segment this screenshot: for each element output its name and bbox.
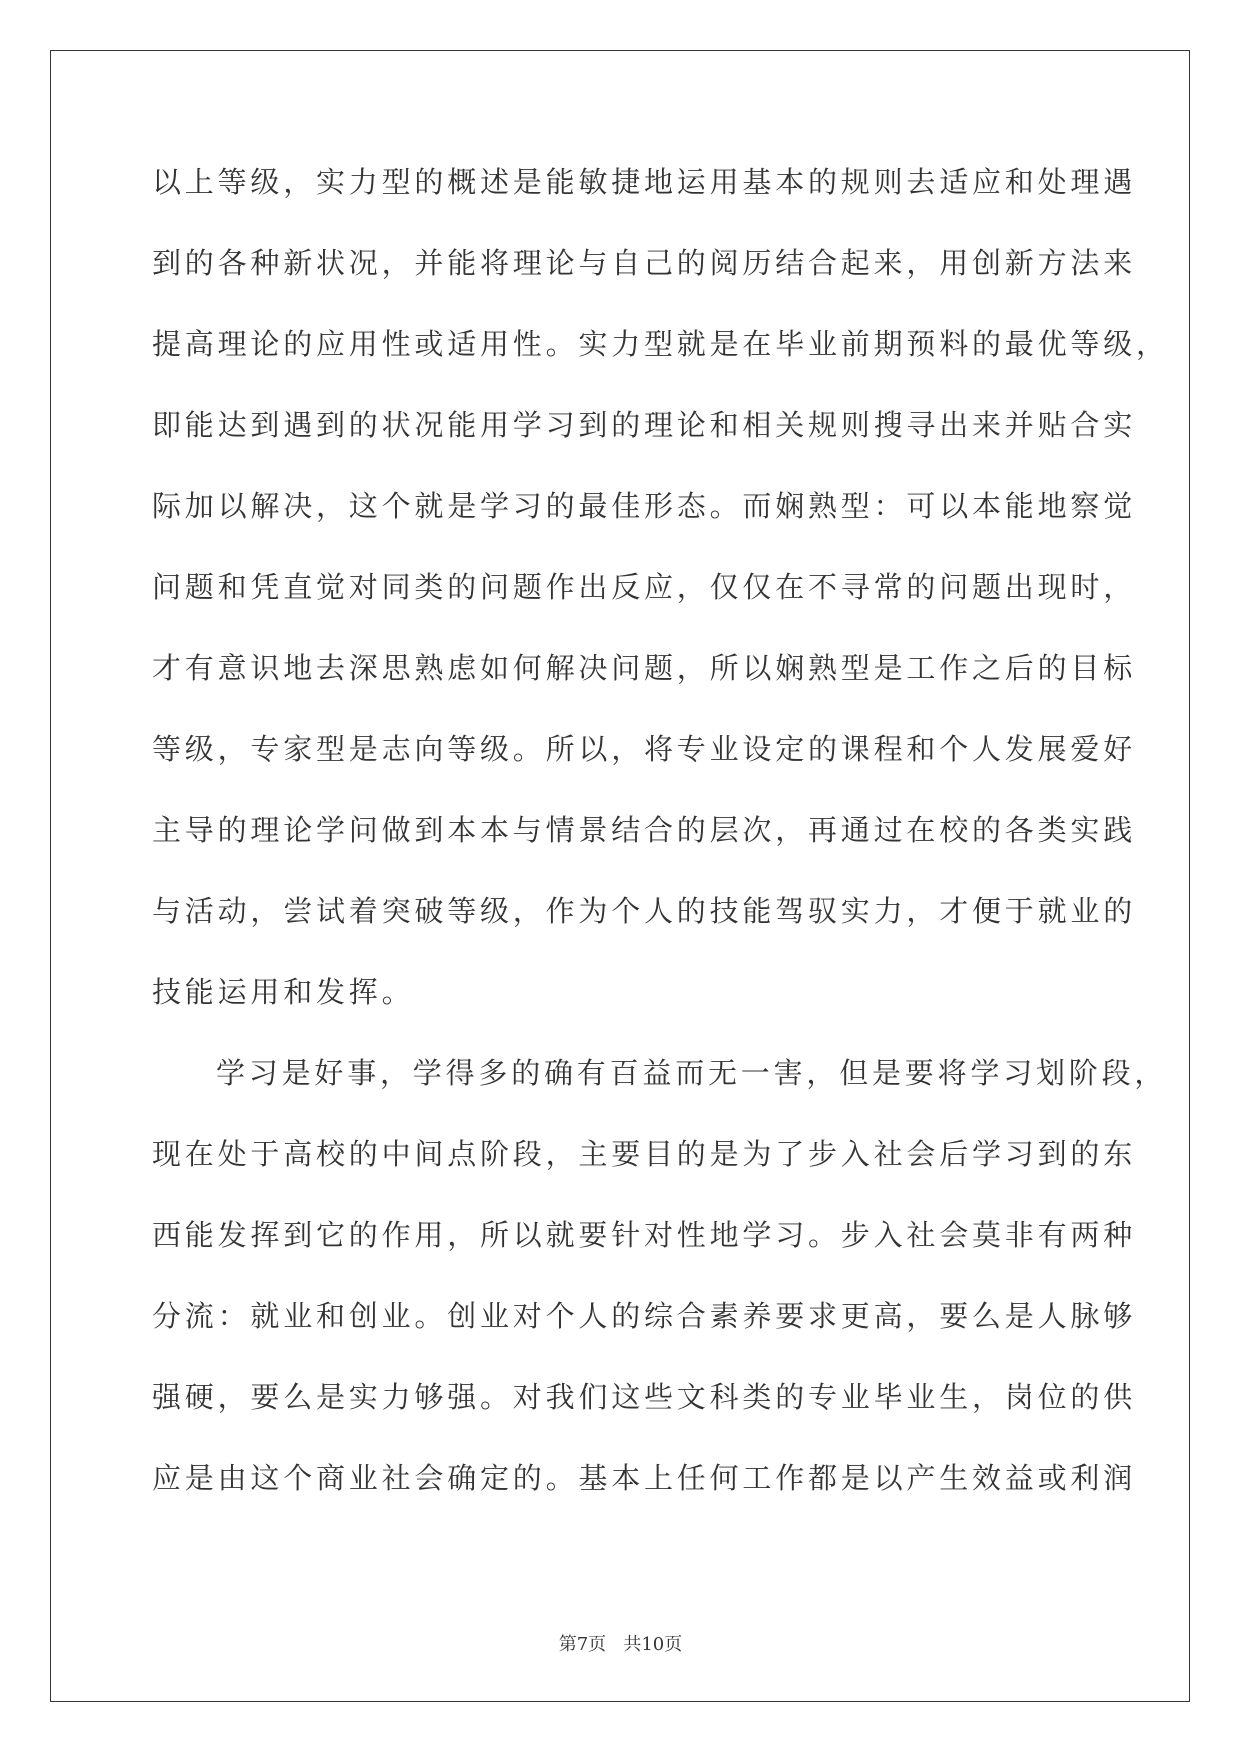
text-line: 问题和凭直觉对同类的问题作出反应，仅仅在不寻常的问题出现时， bbox=[152, 570, 1137, 604]
text-line: 际加以解决，这个就是学习的最佳形态。而娴熟型：可以本能地察觉 bbox=[152, 489, 1137, 523]
text-line: 应是由这个商业社会确定的。基本上任何工作都是以产生效益或利润 bbox=[152, 1461, 1137, 1495]
page-footer bbox=[0, 1630, 1241, 1656]
text-line: 强硬，要么是实力够强。对我们这些文科类的专业毕业生，岗位的供 bbox=[152, 1380, 1137, 1414]
text-line: 等级，专家型是志向等级。所以，将专业设定的课程和个人发展爱好 bbox=[152, 732, 1137, 766]
page-total: 共10页 bbox=[623, 1634, 683, 1655]
text-line: 技能运用和发挥。 bbox=[152, 975, 415, 1009]
page-number: 第7页 bbox=[558, 1634, 607, 1655]
document-body bbox=[152, 162, 1169, 1539]
text-line: 现在处于高校的中间点阶段，主要目的是为了步入社会后学习到的东 bbox=[152, 1137, 1137, 1171]
text-line: 与活动，尝试着突破等级，作为个人的技能驾驭实力，才便于就业的 bbox=[152, 894, 1137, 928]
paragraph-start-line: 学习是好事，学得多的确有百益而无一害，但是要将学习划阶段， bbox=[216, 1056, 1168, 1090]
text-line: 西能发挥到它的作用，所以就要针对性地学习。步入社会莫非有两种 bbox=[152, 1218, 1137, 1252]
text-line: 提高理论的应用性或适用性。实力型就是在毕业前期预料的最优等级， bbox=[152, 327, 1169, 361]
text-line: 以上等级，实力型的概述是能敏捷地运用基本的规则去适应和处理遇 bbox=[152, 165, 1137, 199]
text-line: 即能达到遇到的状况能用学习到的理论和相关规则搜寻出来并贴合实 bbox=[152, 408, 1137, 442]
text-line: 主导的理论学问做到本本与情景结合的层次，再通过在校的各类实践 bbox=[152, 813, 1137, 847]
text-line: 才有意识地去深思熟虑如何解决问题，所以娴熟型是工作之后的目标 bbox=[152, 651, 1137, 685]
text-line: 到的各种新状况，并能将理论与自己的阅历结合起来，用创新方法来 bbox=[152, 246, 1137, 280]
text-line: 分流：就业和创业。创业对个人的综合素养要求更高，要么是人脉够 bbox=[152, 1299, 1137, 1333]
